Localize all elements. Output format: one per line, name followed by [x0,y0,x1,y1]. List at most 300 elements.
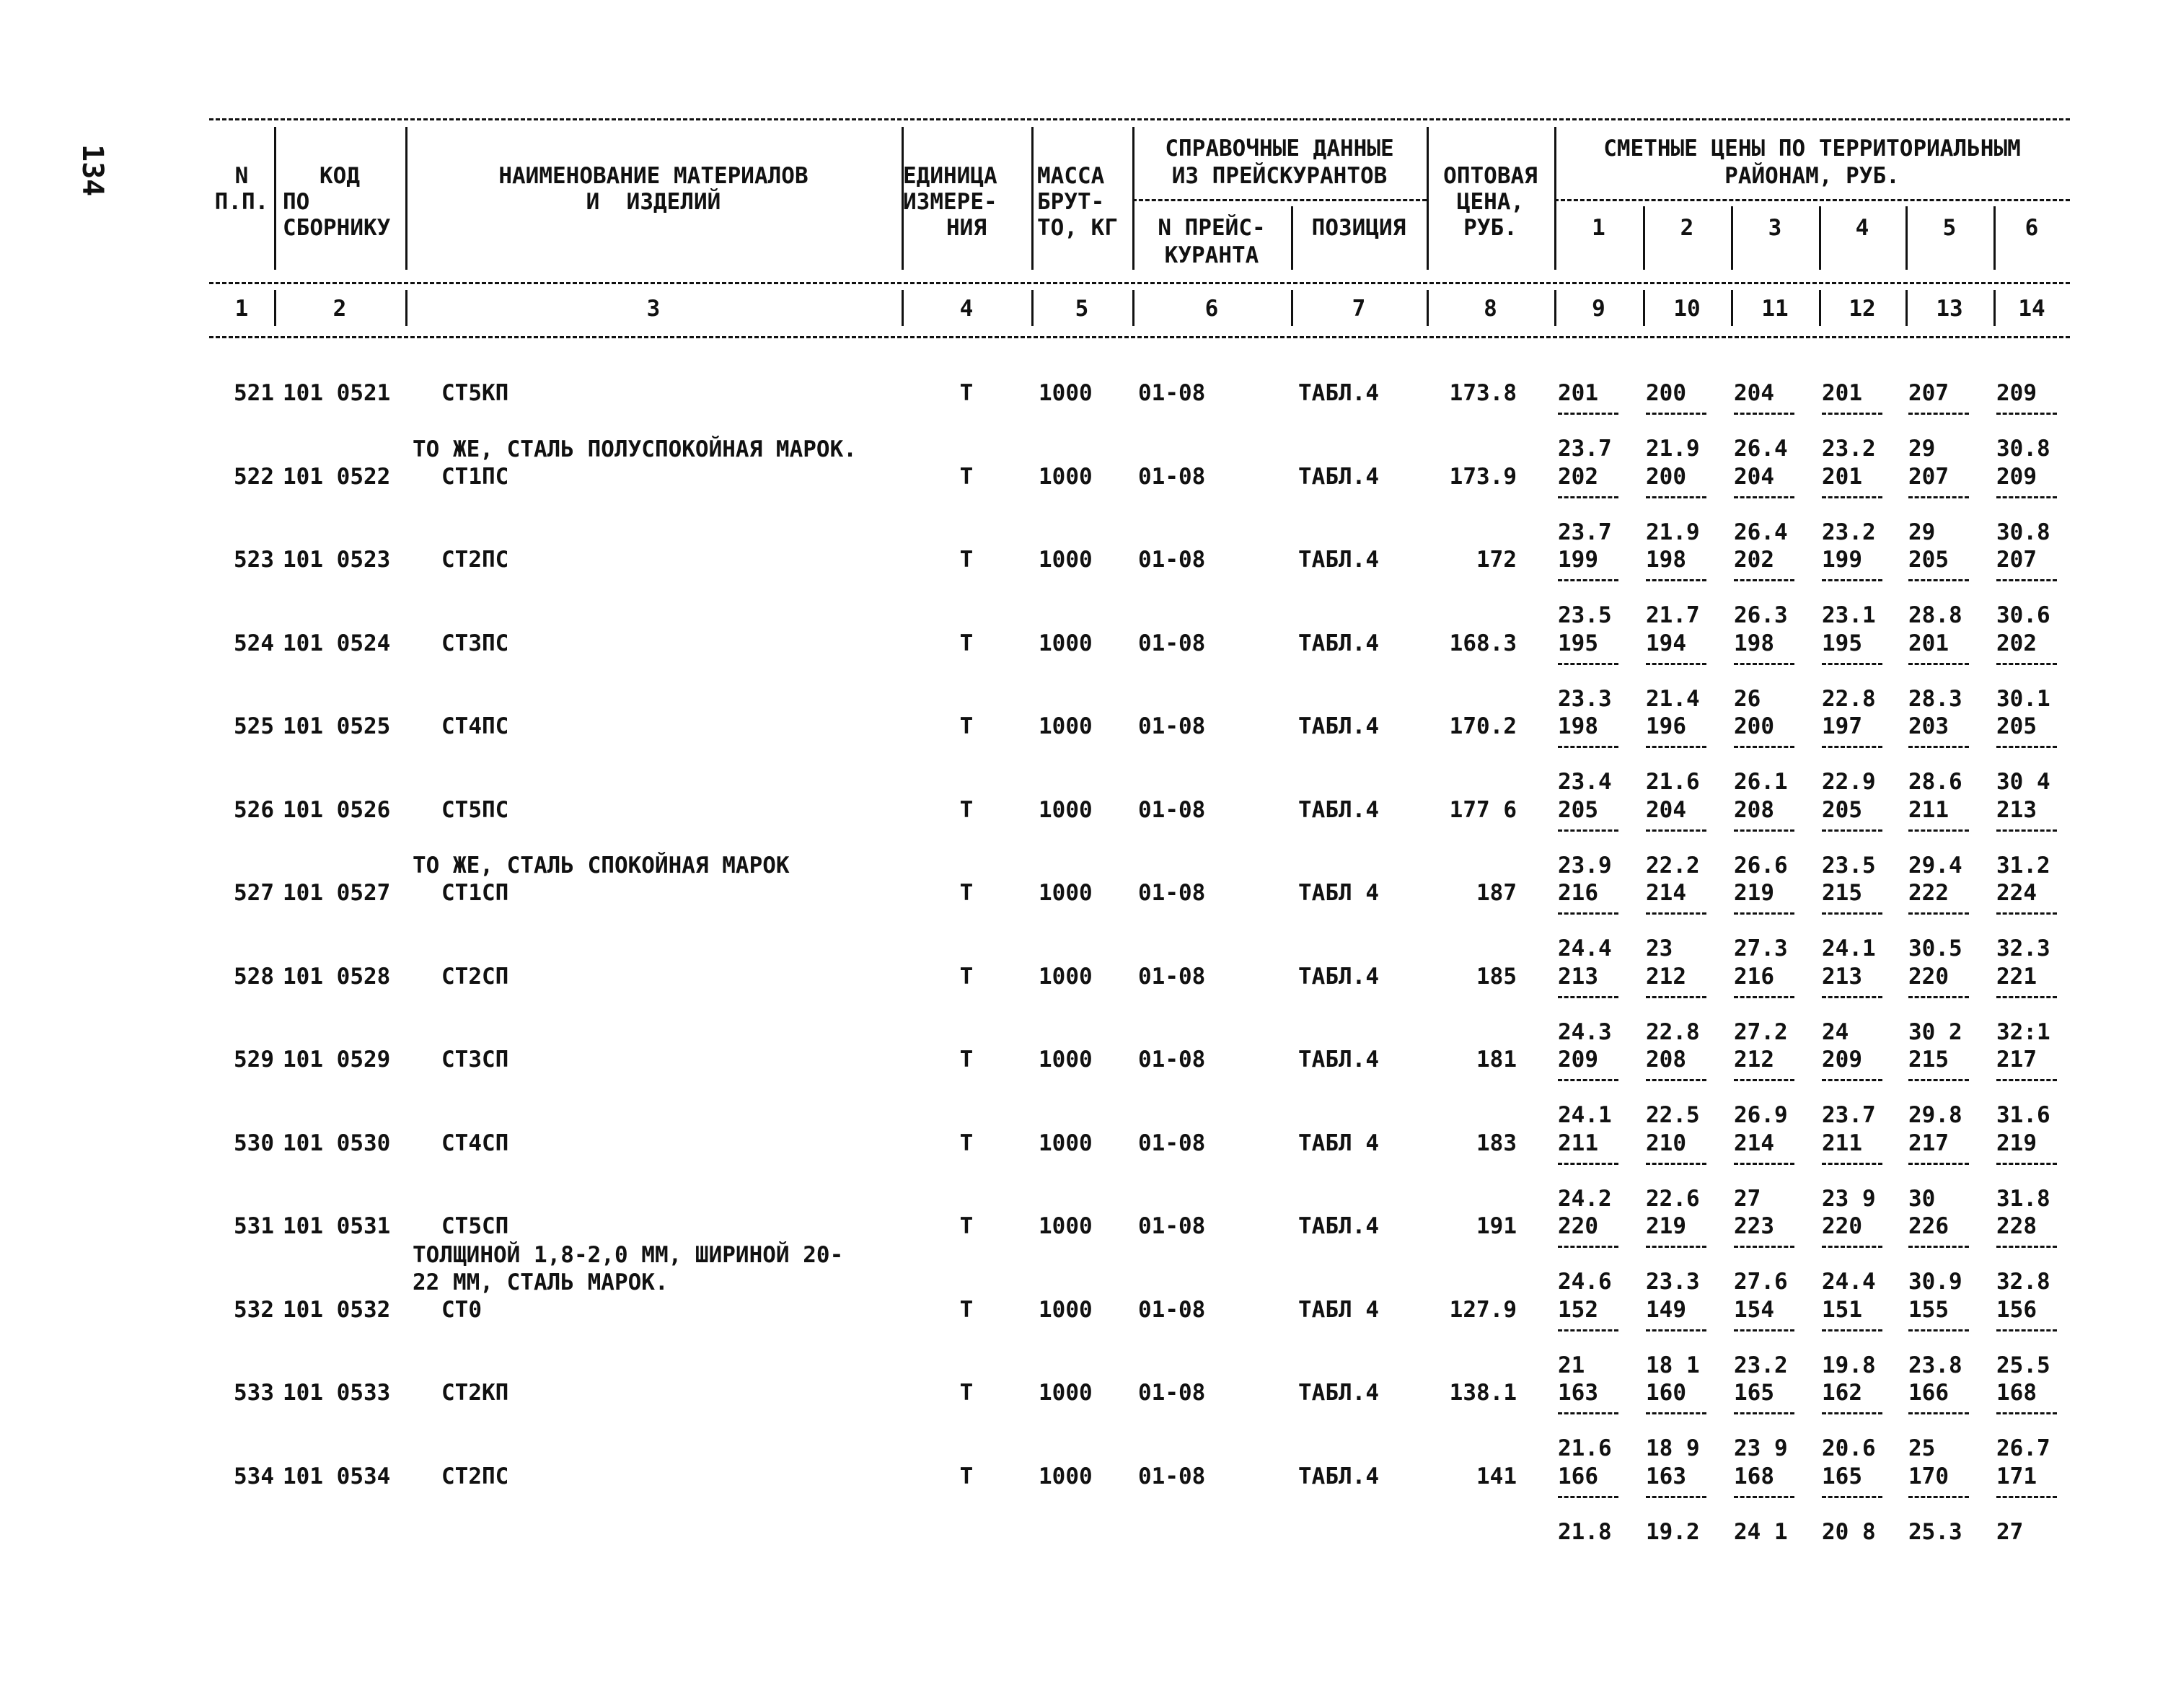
fraction-rule [1734,1329,1794,1331]
row-pricelist: 01-08 [1138,1047,1206,1073]
row-pricelist: 01-08 [1138,547,1206,573]
row-number: 533 [234,1380,274,1406]
row-wholesale-price: 170.2 [1449,713,1517,739]
fraction-rule [1558,1412,1618,1414]
row-region-price: 208 [1734,796,1774,823]
section-heading: ТО ЖЕ, СТАЛЬ ПОЛУСПОКОЙНАЯ МАРОК. [413,436,857,462]
row-number: 525 [234,713,274,739]
row-position: ТАБЛ.4 [1298,963,1379,990]
row-number: 522 [234,463,274,490]
header-top-rule [209,118,2070,120]
fraction-rule [1822,413,1882,415]
header-price-sub1: ЦЕНА, [1456,189,1525,215]
row-position: ТАБЛ 4 [1298,880,1379,906]
fraction-rule [1996,829,2057,832]
header-code-label: КОД [320,163,360,189]
fraction-rule [1558,1329,1618,1331]
row-region-freight: 23.3 [1646,1269,1700,1295]
fraction-rule [1908,1329,1969,1331]
row-number: 527 [234,880,274,906]
header-region-2: 2 [1680,215,1694,241]
row-code: 101 0523 [283,547,391,573]
fraction-rule [1822,579,1882,581]
row-region-freight: 21.8 [1558,1518,1612,1545]
header-region-6: 6 [2024,215,2039,241]
row-position: ТАБЛ.4 [1298,1213,1379,1239]
row-region-freight: 27.2 [1734,1018,1788,1045]
row-pricelist: 01-08 [1138,1130,1206,1156]
row-region-price: 213 [1996,796,2037,823]
row-region-price: 200 [1646,380,1686,406]
row-region-freight: 18 1 [1646,1352,1700,1378]
row-code: 101 0524 [283,630,391,656]
row-name: СТ5СП [441,1213,509,1239]
row-region-price: 201 [1822,380,1862,406]
row-number: 534 [234,1463,274,1489]
row-pricelist: 01-08 [1138,796,1206,823]
row-name: СТ2КП [441,1380,509,1406]
column-number-9: 9 [1592,296,1605,322]
row-region-freight: 31.2 [1996,852,2050,879]
fraction-rule [1908,1163,1969,1165]
row-wholesale-price: 127.9 [1449,1296,1517,1323]
row-region-freight: 23.7 [1558,519,1612,545]
row-mass: 1000 [1039,630,1093,656]
fraction-rule [1996,496,2057,498]
row-region-freight: 32.8 [1996,1269,2050,1295]
row-region-freight: 24.1 [1558,1102,1612,1128]
fraction-rule [1996,579,2057,581]
row-region-freight: 26 [1734,685,1761,712]
row-unit: Т [959,880,974,906]
row-code: 101 0532 [283,1296,391,1323]
header-region-4: 4 [1855,215,1869,241]
row-region-price: 151 [1822,1296,1862,1323]
header-code-sub1: ПО [283,189,310,215]
row-pricelist: 01-08 [1138,1296,1206,1323]
row-region-freight: 23.2 [1734,1352,1788,1378]
row-name: СТ4ПС [441,713,509,739]
row-region-price: 213 [1822,963,1862,990]
row-region-price: 213 [1558,963,1598,990]
fraction-rule [1822,996,1882,998]
row-pricelist: 01-08 [1138,463,1206,490]
row-region-price: 195 [1558,630,1598,656]
row-region-freight: 30 4 [1996,769,2050,795]
row-code: 101 0522 [283,463,391,490]
row-region-price: 203 [1908,713,1949,739]
column-number-3: 3 [646,296,661,322]
row-region-freight: 23.5 [1822,852,1876,879]
header-mass-sub2: ТО, КГ [1037,215,1118,241]
row-unit: Т [959,796,974,823]
row-region-freight: 26.1 [1734,769,1788,795]
row-region-price: 198 [1734,630,1774,656]
header-position-label: ПОЗИЦИЯ [1311,215,1406,241]
row-region-freight: 21.9 [1646,436,1700,462]
row-unit: Т [959,1463,974,1489]
header-pricelist-sub: КУРАНТА [1164,242,1259,268]
row-number: 531 [234,1213,274,1239]
row-region-price: 219 [1646,1213,1686,1239]
section-heading: ТОЛЩИНОЙ 1,8-2,0 ММ, ШИРИНОЙ 20- [413,1241,844,1268]
row-mass: 1000 [1039,1296,1093,1323]
column-number-6: 6 [1204,296,1219,322]
row-position: ТАБЛ.4 [1298,630,1379,656]
fraction-rule [1822,1329,1882,1331]
row-position: ТАБЛ.4 [1298,547,1379,573]
row-region-freight: 23.1 [1822,602,1876,628]
fraction-rule [1646,496,1706,498]
header-bottom-rule [209,336,2070,338]
row-mass: 1000 [1039,796,1093,823]
row-region-freight: 24.4 [1822,1269,1876,1295]
header-region-3: 3 [1768,215,1782,241]
row-mass: 1000 [1039,463,1093,490]
row-region-price: 209 [1996,463,2037,490]
fraction-rule [1996,1496,2057,1498]
fraction-rule [1646,1496,1706,1498]
fraction-rule [1734,912,1794,915]
row-code: 101 0531 [283,1213,391,1239]
row-region-freight: 23.5 [1558,602,1612,628]
row-code: 101 0529 [283,1047,391,1073]
row-pricelist: 01-08 [1138,963,1206,990]
row-region-freight: 24.1 [1822,936,1876,961]
row-region-price: 154 [1734,1296,1774,1323]
header-mass-sub1: БРУТ- [1037,189,1105,215]
row-mass: 1000 [1039,380,1093,406]
header-ref-group-2: ИЗ ПРЕЙСКУРАНТОВ [1171,163,1388,189]
row-number: 524 [234,630,274,656]
row-region-price: 196 [1646,713,1686,739]
row-code: 101 0533 [283,1380,391,1406]
fraction-rule [1822,1496,1882,1498]
row-wholesale-price: 183 [1476,1130,1517,1156]
row-position: ТАБЛ 4 [1298,1130,1379,1156]
row-region-price: 163 [1558,1380,1598,1406]
row-region-freight: 24.3 [1558,1018,1612,1045]
page-number: 134 [76,144,109,197]
row-region-price: 201 [1908,630,1949,656]
row-region-price: 163 [1646,1463,1686,1489]
fraction-rule [1822,1079,1882,1081]
header-region-group-2: РАЙОНАМ, РУБ. [1724,163,1900,189]
row-region-freight: 21.7 [1646,602,1700,628]
row-region-price: 228 [1996,1213,2037,1239]
row-pricelist: 01-08 [1138,1380,1206,1406]
fraction-rule [1996,413,2057,415]
fraction-rule [1996,746,2057,748]
fraction-rule [1646,1246,1706,1248]
row-region-freight: 29 [1908,436,1936,462]
column-number-7: 7 [1352,296,1366,322]
column-number-10: 10 [1673,296,1701,322]
row-region-price: 211 [1822,1130,1862,1156]
row-name: СТ3СП [441,1047,509,1073]
row-region-freight: 32:1 [1996,1018,2050,1045]
fraction-rule [1558,1246,1618,1248]
fraction-rule [1734,663,1794,665]
fraction-rule [1908,1246,1969,1248]
row-region-freight: 24.6 [1558,1269,1612,1295]
row-region-freight: 27 [1996,1518,2024,1545]
row-name: СТ4СП [441,1130,509,1156]
row-region-price: 205 [1996,713,2037,739]
row-name: СТ2ПС [441,1463,509,1489]
fraction-rule [1734,1496,1794,1498]
row-region-freight: 28.6 [1908,769,1962,795]
fraction-rule [1908,912,1969,915]
row-region-price: 198 [1558,713,1598,739]
fraction-rule [1646,663,1706,665]
fraction-rule [1908,746,1969,748]
row-region-price: 215 [1908,1047,1949,1073]
row-region-freight: 22.8 [1822,685,1876,712]
fraction-rule [1996,996,2057,998]
row-wholesale-price: 177 6 [1449,796,1517,823]
row-wholesale-price: 181 [1476,1047,1517,1073]
fraction-rule [1646,912,1706,915]
row-region-freight: 26.7 [1996,1435,2050,1461]
row-position: ТАБЛ.4 [1298,796,1379,823]
fraction-rule [1908,1079,1969,1081]
column-separator-1 [274,127,276,270]
row-region-freight: 23.2 [1822,519,1876,545]
fraction-rule [1734,579,1794,581]
row-region-price: 202 [1558,463,1598,490]
row-region-freight: 21 [1558,1352,1585,1378]
row-region-freight: 23.9 [1558,852,1612,879]
row-region-freight: 28.8 [1908,602,1962,628]
row-region-freight: 26.4 [1734,519,1788,545]
row-name: СТ1СП [441,880,509,906]
fraction-rule [1822,1412,1882,1414]
row-region-freight: 20 8 [1822,1518,1876,1545]
row-region-price: 149 [1646,1296,1686,1323]
row-wholesale-price: 141 [1476,1463,1517,1489]
row-number: 521 [234,380,274,406]
fraction-rule [1734,1079,1794,1081]
fraction-rule [1558,663,1618,665]
fraction-rule [1822,1246,1882,1248]
row-wholesale-price: 138.1 [1449,1380,1517,1406]
row-position: ТАБЛ 4 [1298,1296,1379,1323]
header-unit-sub1: ИЗМЕРЕ- [903,189,997,215]
row-region-freight: 28.3 [1908,685,1962,712]
row-region-price: 200 [1646,463,1686,490]
row-region-price: 171 [1996,1463,2037,1489]
row-number: 523 [234,547,274,573]
row-mass: 1000 [1039,880,1093,906]
row-region-price: 209 [1996,380,2037,406]
row-region-freight: 19.8 [1822,1352,1876,1378]
row-region-freight: 22.8 [1646,1018,1700,1045]
row-region-price: 217 [1996,1047,2037,1073]
fraction-rule [1908,996,1969,998]
header-name-label: НАИМЕНОВАНИЕ МАТЕРИАЛОВ [498,163,808,189]
row-code: 101 0534 [283,1463,391,1489]
row-region-freight: 26.9 [1734,1102,1788,1128]
row-region-price: 201 [1558,380,1598,406]
row-region-freight: 29.8 [1908,1102,1962,1128]
section-heading: 22 ММ, СТАЛЬ МАРОК. [413,1269,669,1295]
column-separator-4 [1031,127,1034,270]
row-region-freight: 22.6 [1646,1185,1700,1212]
row-region-price: 211 [1558,1130,1598,1156]
fraction-rule [1822,829,1882,832]
row-region-price: 168 [1996,1380,2037,1406]
row-region-price: 223 [1734,1213,1774,1239]
row-region-freight: 21.6 [1646,769,1700,795]
row-region-price: 221 [1996,963,2037,990]
row-region-price: 209 [1558,1047,1598,1073]
fraction-rule [1822,912,1882,915]
row-region-price: 165 [1822,1463,1862,1489]
fraction-rule [1558,746,1618,748]
row-unit: Т [959,713,974,739]
fraction-rule [1558,1163,1618,1165]
header-price-sub2: РУБ. [1463,215,1517,241]
fraction-rule [1908,1496,1969,1498]
fraction-rule [1734,1246,1794,1248]
row-region-price: 166 [1558,1463,1598,1489]
fraction-rule [1734,413,1794,415]
header-n-label: N [234,163,249,189]
row-number: 529 [234,1047,274,1073]
row-pricelist: 01-08 [1138,713,1206,739]
row-region-price: 155 [1908,1296,1949,1323]
column-number-13: 13 [1936,296,1963,322]
row-code: 101 0527 [283,880,391,906]
row-region-freight: 27.3 [1734,936,1788,961]
fraction-rule [1646,1079,1706,1081]
row-unit: Т [959,1213,974,1239]
fraction-rule [1734,496,1794,498]
row-code: 101 0528 [283,963,391,990]
column-number-4: 4 [959,296,974,322]
row-region-price: 166 [1908,1380,1949,1406]
row-region-price: 215 [1822,880,1862,906]
row-region-freight: 21.9 [1646,519,1700,545]
row-region-freight: 31.8 [1996,1185,2050,1212]
fraction-rule [1822,496,1882,498]
row-number: 530 [234,1130,274,1156]
row-number: 532 [234,1296,274,1323]
column-number-8: 8 [1484,296,1497,322]
row-region-freight: 25 [1908,1435,1936,1461]
row-region-price: 204 [1734,380,1774,406]
fraction-rule [1646,413,1706,415]
fraction-rule [1558,1496,1618,1498]
row-region-price: 219 [1734,880,1774,906]
row-position: ТАБЛ.4 [1298,713,1379,739]
row-wholesale-price: 185 [1476,963,1517,990]
row-name: СТ3ПС [441,630,509,656]
row-region-price: 224 [1996,880,2037,906]
row-region-freight: 23.8 [1908,1352,1962,1378]
row-name: СТ1ПС [441,463,509,490]
row-name: СТ5КП [441,380,509,406]
row-region-price: 204 [1734,463,1774,490]
column-number-5: 5 [1075,296,1089,322]
row-region-freight: 30.6 [1996,602,2050,628]
header-mass-label: МАССА [1037,163,1105,189]
row-region-price: 199 [1558,547,1598,573]
section-heading: ТО ЖЕ, СТАЛЬ СПОКОЙНАЯ МАРОК [413,853,790,879]
row-mass: 1000 [1039,963,1093,990]
row-region-freight: 23 9 [1822,1185,1876,1212]
column-number-12: 12 [1849,296,1876,322]
header-unit-label: ЕДИНИЦА [903,163,997,189]
row-region-price: 208 [1646,1047,1686,1073]
row-region-price: 198 [1646,547,1686,573]
row-unit: Т [959,1380,974,1406]
row-region-freight: 23.4 [1558,769,1612,795]
row-region-freight: 21.4 [1646,685,1700,712]
row-region-price: 207 [1908,463,1949,490]
row-region-freight: 30 2 [1908,1018,1962,1045]
column-number-14: 14 [2018,296,2045,322]
row-region-freight: 30.9 [1908,1269,1962,1295]
row-unit: Т [959,463,974,490]
row-region-freight: 30.5 [1908,936,1962,961]
row-region-price: 220 [1822,1213,1862,1239]
fraction-rule [1734,829,1794,832]
fraction-rule [1558,496,1618,498]
row-region-freight: 26.3 [1734,602,1788,628]
header-region-1: 1 [1592,215,1605,241]
fraction-rule [1996,1079,2057,1081]
row-region-price: 168 [1734,1463,1774,1489]
fraction-rule [1908,663,1969,665]
row-region-price: 201 [1822,463,1862,490]
row-region-price: 216 [1558,880,1598,906]
row-mass: 1000 [1039,1047,1093,1073]
row-region-freight: 24.2 [1558,1185,1612,1212]
row-region-price: 200 [1734,713,1774,739]
fraction-rule [1646,1163,1706,1165]
row-mass: 1000 [1039,1380,1093,1406]
row-number: 528 [234,963,274,990]
row-position: ТАБЛ.4 [1298,1047,1379,1073]
row-region-freight: 29 [1908,519,1936,545]
column-number-2: 2 [332,296,347,322]
row-region-freight: 27 [1734,1185,1761,1212]
row-region-price: 209 [1822,1047,1862,1073]
row-region-freight: 24.4 [1558,936,1612,961]
row-region-price: 152 [1558,1296,1598,1323]
row-region-freight: 22.2 [1646,852,1700,879]
row-region-price: 207 [1908,380,1949,406]
row-region-price: 216 [1734,963,1774,990]
row-region-price: 211 [1908,796,1949,823]
row-pricelist: 01-08 [1138,880,1206,906]
row-region-freight: 24 1 [1734,1518,1788,1545]
row-region-freight: 27.6 [1734,1269,1788,1295]
row-wholesale-price: 187 [1476,880,1517,906]
fraction-rule [1558,912,1618,915]
header-mid-rule [209,282,2070,284]
row-region-freight: 20.6 [1822,1435,1876,1461]
row-mass: 1000 [1039,1463,1093,1489]
row-wholesale-price: 168.3 [1449,630,1517,656]
row-region-freight: 26.6 [1734,852,1788,879]
header-code-sub2: СБОРНИКУ [283,215,391,241]
fraction-rule [1908,829,1969,832]
row-region-price: 165 [1734,1380,1774,1406]
row-region-freight: 21.6 [1558,1435,1612,1461]
